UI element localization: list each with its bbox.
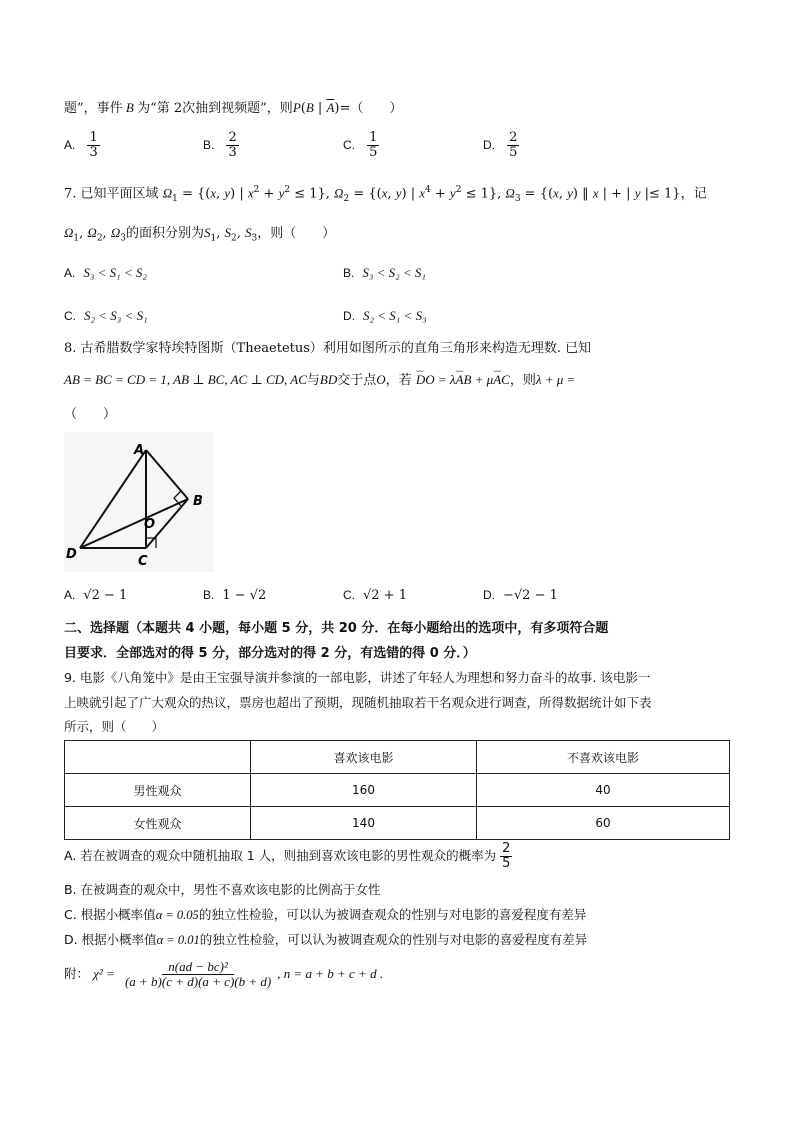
option-label: D. bbox=[483, 138, 495, 152]
q9-line1: 9. 电影《八角笼中》是由王宝强导演并参演的一部电影，讲述了年轻人为理想和努力奋斗的故事. 该电影一 bbox=[64, 670, 651, 685]
option-expr: √2 + 1 bbox=[363, 588, 407, 603]
option-label: C. bbox=[64, 309, 76, 323]
q8-and: 与 bbox=[306, 373, 320, 388]
q8-intersect: 交于点 bbox=[337, 373, 377, 388]
formula-fraction bbox=[119, 960, 277, 989]
q8-ask: λ + μ = bbox=[535, 372, 576, 387]
appendix-label: 附： bbox=[64, 966, 90, 981]
q9-option-b[interactable]: B. 在被调查的观众中，男性不喜欢该电影的比例高于女性 bbox=[64, 882, 381, 897]
table-cell: 140 bbox=[251, 807, 477, 840]
option-expr: S₃ < S₂ < S₁ bbox=[362, 265, 426, 280]
q8-option-c[interactable] bbox=[343, 588, 407, 603]
q9-option-c[interactable] bbox=[64, 906, 586, 924]
q7-option-c[interactable] bbox=[64, 308, 148, 324]
table-header-cell bbox=[65, 741, 251, 774]
q8-line2: AB = BC = CD = 1, AB ⊥ BC, AC ⊥ CD, AC与BD交于点O，若 ⌣⌣ DO = λ⌣⌣ AB + μ⌣⌣ AC，则λ + μ = bbox=[64, 371, 575, 390]
label-o: O bbox=[144, 517, 156, 532]
q7-line2-end: ，则（ ） bbox=[257, 226, 336, 241]
q8-given: AB = BC = CD = 1, AB ⊥ BC, AC ⊥ CD, AC bbox=[64, 372, 307, 387]
q8-line1: 8. 古希腊数学家特埃特图斯（Theaetetus）利用如图所示的直角三角形来构造无理数. 已知 bbox=[64, 341, 592, 356]
denominator: 5 bbox=[369, 145, 378, 160]
fraction bbox=[507, 131, 519, 160]
option-label: B. bbox=[203, 138, 215, 152]
q8-option-a[interactable] bbox=[64, 588, 127, 603]
label-a: A bbox=[134, 443, 145, 458]
label-d: D bbox=[66, 547, 77, 562]
q7-option-a[interactable] bbox=[64, 265, 147, 281]
numerator: 2 bbox=[509, 130, 518, 145]
denominator: 3 bbox=[89, 145, 98, 160]
table-cell: 160 bbox=[251, 774, 477, 807]
q9-line2: 上映就引起了广大观众的热议，票房也超出了预期，现随机抽取若干名观众进行调查，所得数据统计如下表 bbox=[64, 695, 652, 710]
q7-line1: 7. 已知平面区域 $\Omega_1 = \{(x$, y) | $x^2 + y^2 \le 1$}, $\Omega_2 = \{(x$, y) | $x^4 + y^2 \le 1$}, $\Omega_3 = \{(x$, y) ‖ x | + | y |≤ 1}，记 bbox=[64, 185, 707, 204]
numerator: 1 bbox=[369, 130, 378, 145]
q8-triangle-figure bbox=[64, 432, 214, 572]
q6-option-a[interactable] bbox=[64, 131, 100, 160]
option-label: B. bbox=[343, 266, 355, 280]
q8-line3: （ ） bbox=[64, 407, 117, 422]
fraction bbox=[500, 842, 512, 871]
formula-denominator: (a + b)(c + d)(a + c)(b + d) bbox=[124, 974, 272, 989]
denominator: 5 bbox=[509, 145, 518, 160]
table-header-row bbox=[65, 741, 730, 774]
q7-line2: $\Omega_1$, $\Omega_2$, $\Omega_3$的面积分别为$S_1$, $S_2$, $S_3$，则（ ） bbox=[64, 225, 336, 244]
option-alpha: α = 0.01 bbox=[156, 933, 200, 947]
q6-option-b[interactable] bbox=[203, 131, 239, 160]
option-expr: 1 − √2 bbox=[222, 588, 267, 603]
option-text-end: 的独立性检验，可以认为被调查观众的性别与对电影的喜爱程度有差异 bbox=[199, 932, 588, 947]
q6-text-mid: 为“第 2次抽到视频题”，则 bbox=[137, 101, 293, 116]
table-cell: 60 bbox=[477, 807, 730, 840]
label-b: B bbox=[193, 494, 203, 509]
formula-lhs: χ² = bbox=[93, 966, 115, 981]
option-label: C. bbox=[343, 138, 355, 152]
table-cell: 女性观众 bbox=[65, 807, 251, 840]
section2-heading-line1: 二、选择题（本题共 4 小题，每小题 5 分，共 20 分．在每小题给出的选项中，有多项符合题 bbox=[64, 621, 609, 636]
option-label: A. bbox=[64, 266, 76, 280]
numerator: 2 bbox=[502, 841, 511, 856]
table-header-cell: 不喜欢该电影 bbox=[477, 741, 730, 774]
q6-tail-line: 题”，事件 B 为“第 2次抽到视频题”，则P(B | $\overline{A})=$（ ） bbox=[64, 100, 403, 116]
section2-heading-line2: 目要求．全部选对的得 5 分，部分选对的得 2 分，有选错的得 0 分．） bbox=[64, 646, 476, 661]
q8-option-b[interactable] bbox=[203, 588, 266, 603]
q7-line2-mid: 的面积分别为 bbox=[125, 226, 204, 241]
option-label: B. bbox=[203, 588, 215, 602]
q9-line3: 所示，则（ ） bbox=[64, 719, 165, 734]
q7-line1-end: ，记 bbox=[680, 186, 707, 202]
option-text: A. 若在被调查的观众中随机抽取 1 人，则抽到喜欢该电影的男性观众的概率为 bbox=[64, 848, 497, 863]
option-alpha: α = 0.05 bbox=[155, 908, 199, 922]
q6-text-end: =（ ） bbox=[339, 101, 403, 116]
option-expr: S₃ < S₁ < S₂ bbox=[83, 265, 147, 280]
survey-table bbox=[64, 740, 730, 840]
table-cell: 40 bbox=[477, 774, 730, 807]
appendix-formula bbox=[64, 960, 383, 989]
q9-option-d[interactable] bbox=[64, 931, 587, 949]
fraction bbox=[87, 131, 99, 160]
option-text: D. 根据小概率值 bbox=[64, 932, 157, 947]
q7-option-d[interactable] bbox=[343, 308, 427, 324]
q8-option-d[interactable] bbox=[483, 588, 558, 603]
option-expr: S₂ < S₁ < S₃ bbox=[363, 308, 427, 323]
fraction bbox=[367, 131, 379, 160]
option-label: A. bbox=[64, 138, 76, 152]
table-row bbox=[65, 807, 730, 840]
option-expr: S₂ < S₃ < S₁ bbox=[84, 308, 148, 323]
numerator: 1 bbox=[89, 130, 98, 145]
table-header-cell: 喜欢该电影 bbox=[251, 741, 477, 774]
denominator: 3 bbox=[228, 145, 237, 160]
table-cell: 男性观众 bbox=[65, 774, 251, 807]
q8-bd: BD bbox=[319, 372, 338, 387]
q8-if: ，若 bbox=[385, 373, 412, 388]
table-row bbox=[65, 774, 730, 807]
option-text-end: 的独立性检验，可以认为被调查观众的性别与对电影的喜爱程度有差异 bbox=[198, 907, 587, 922]
option-label: D. bbox=[483, 588, 495, 602]
option-label: C. bbox=[343, 588, 355, 602]
q8-o: O bbox=[376, 372, 386, 387]
q8-then: ，则 bbox=[509, 373, 536, 388]
numerator: 2 bbox=[228, 130, 237, 145]
label-c: C bbox=[138, 554, 148, 569]
denominator: 5 bbox=[502, 856, 511, 871]
option-expr: √2 − 1 bbox=[83, 588, 128, 603]
option-expr: −√2 − 1 bbox=[503, 588, 558, 603]
q6-option-c[interactable] bbox=[343, 131, 379, 160]
formula-tail: , n = a + b + c + d . bbox=[277, 966, 384, 981]
formula-numerator: n(ad − bc)² bbox=[162, 960, 234, 975]
q6-text-start: 题”，事件 bbox=[64, 101, 123, 116]
q9-option-a[interactable] bbox=[64, 842, 512, 871]
option-label: A. bbox=[64, 588, 76, 602]
q7-intro: 7. 已知平面区域 bbox=[64, 186, 159, 202]
q7-option-b[interactable] bbox=[343, 265, 426, 281]
option-text: C. 根据小概率值 bbox=[64, 907, 156, 922]
option-label: D. bbox=[343, 309, 355, 323]
fraction bbox=[226, 131, 238, 160]
q6-option-d[interactable] bbox=[483, 131, 519, 160]
